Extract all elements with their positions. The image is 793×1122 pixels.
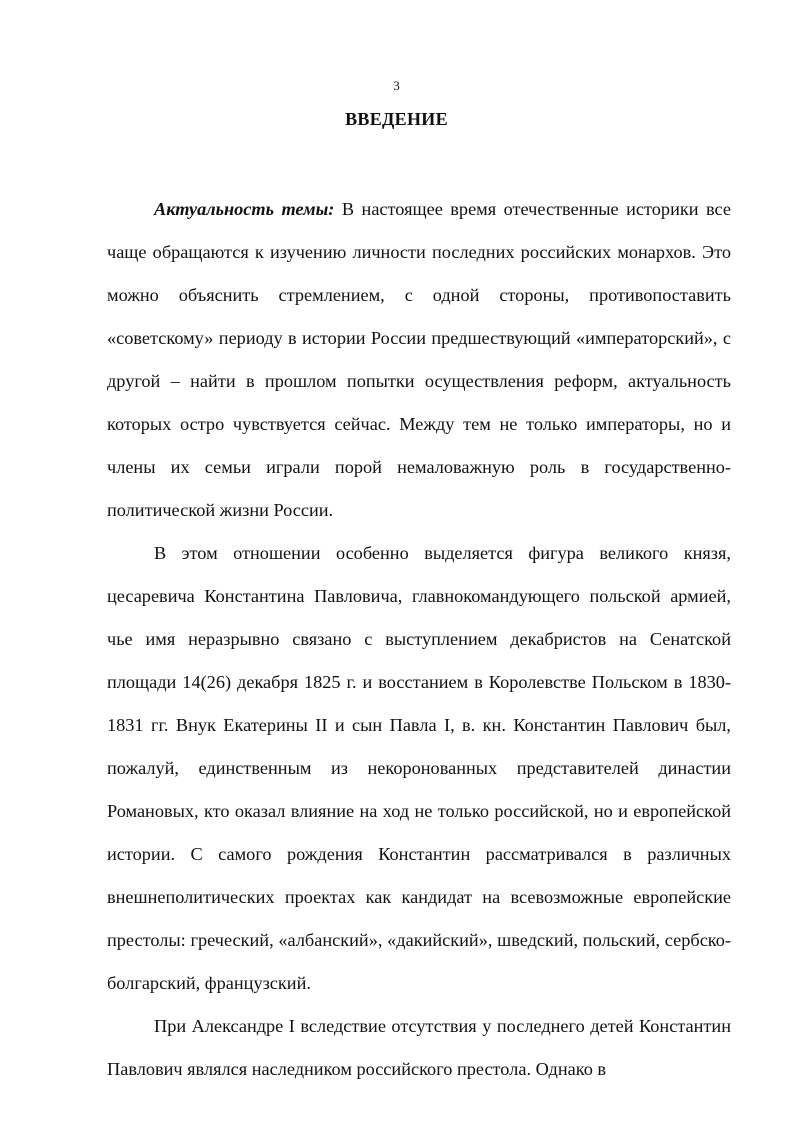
page-title: ВВЕДЕНИЕ [345,109,448,129]
page-number: 3 [393,78,400,93]
paragraph-lead: Актуальность темы: [154,199,335,219]
paragraph-text: В настоящее время отечественные историки все чаще обращаются к изучению личности последних российских монархов. Это можно объяснить стремлением, с одной стороны, противопоставить «советскому» периоду в истории России предшествующий «императорский», с другой – найти в прошлом попытки осуществления реформ, актуальность которых остро чувствуется сейчас. Между тем не только императоры, но и члены их семьи играли порой немаловажную роль в государственно-политической жизни России. [107,199,731,520]
body-text [107,188,731,1091]
paragraph-konstantin [107,532,731,1005]
paragraph-text: При Александре I вследствие отсутствия у последнего детей Константин Павлович являлся наследником российского престола. Однако в [107,1016,731,1079]
paragraph-relevance [107,188,731,532]
paragraph-text: В этом отношении особенно выделяется фигура великого князя, цесаревича Константина Павловича, главнокомандующего польской армией, чье имя неразрывно связано с выступлением декабристов на Сенатской площади 14(26) декабря 1825 г. и восстанием в Королевстве Польском в 1830-1831 гг. Внук Екатерины II и сын Павла I, в. кн. Константин Павлович был, пожалуй, единственным из некоронованных представителей династии Романовых, кто оказал влияние на ход не только российской, но и европейской истории. С самого рождения Константин рассматривался в различных внешнеполитических проектах как кандидат на всевозможные европейские престолы: греческий, «албанский», «дакийский», шведский, польский, сербско-болгарский, французский. [107,543,731,993]
paragraph-succession [107,1005,731,1091]
